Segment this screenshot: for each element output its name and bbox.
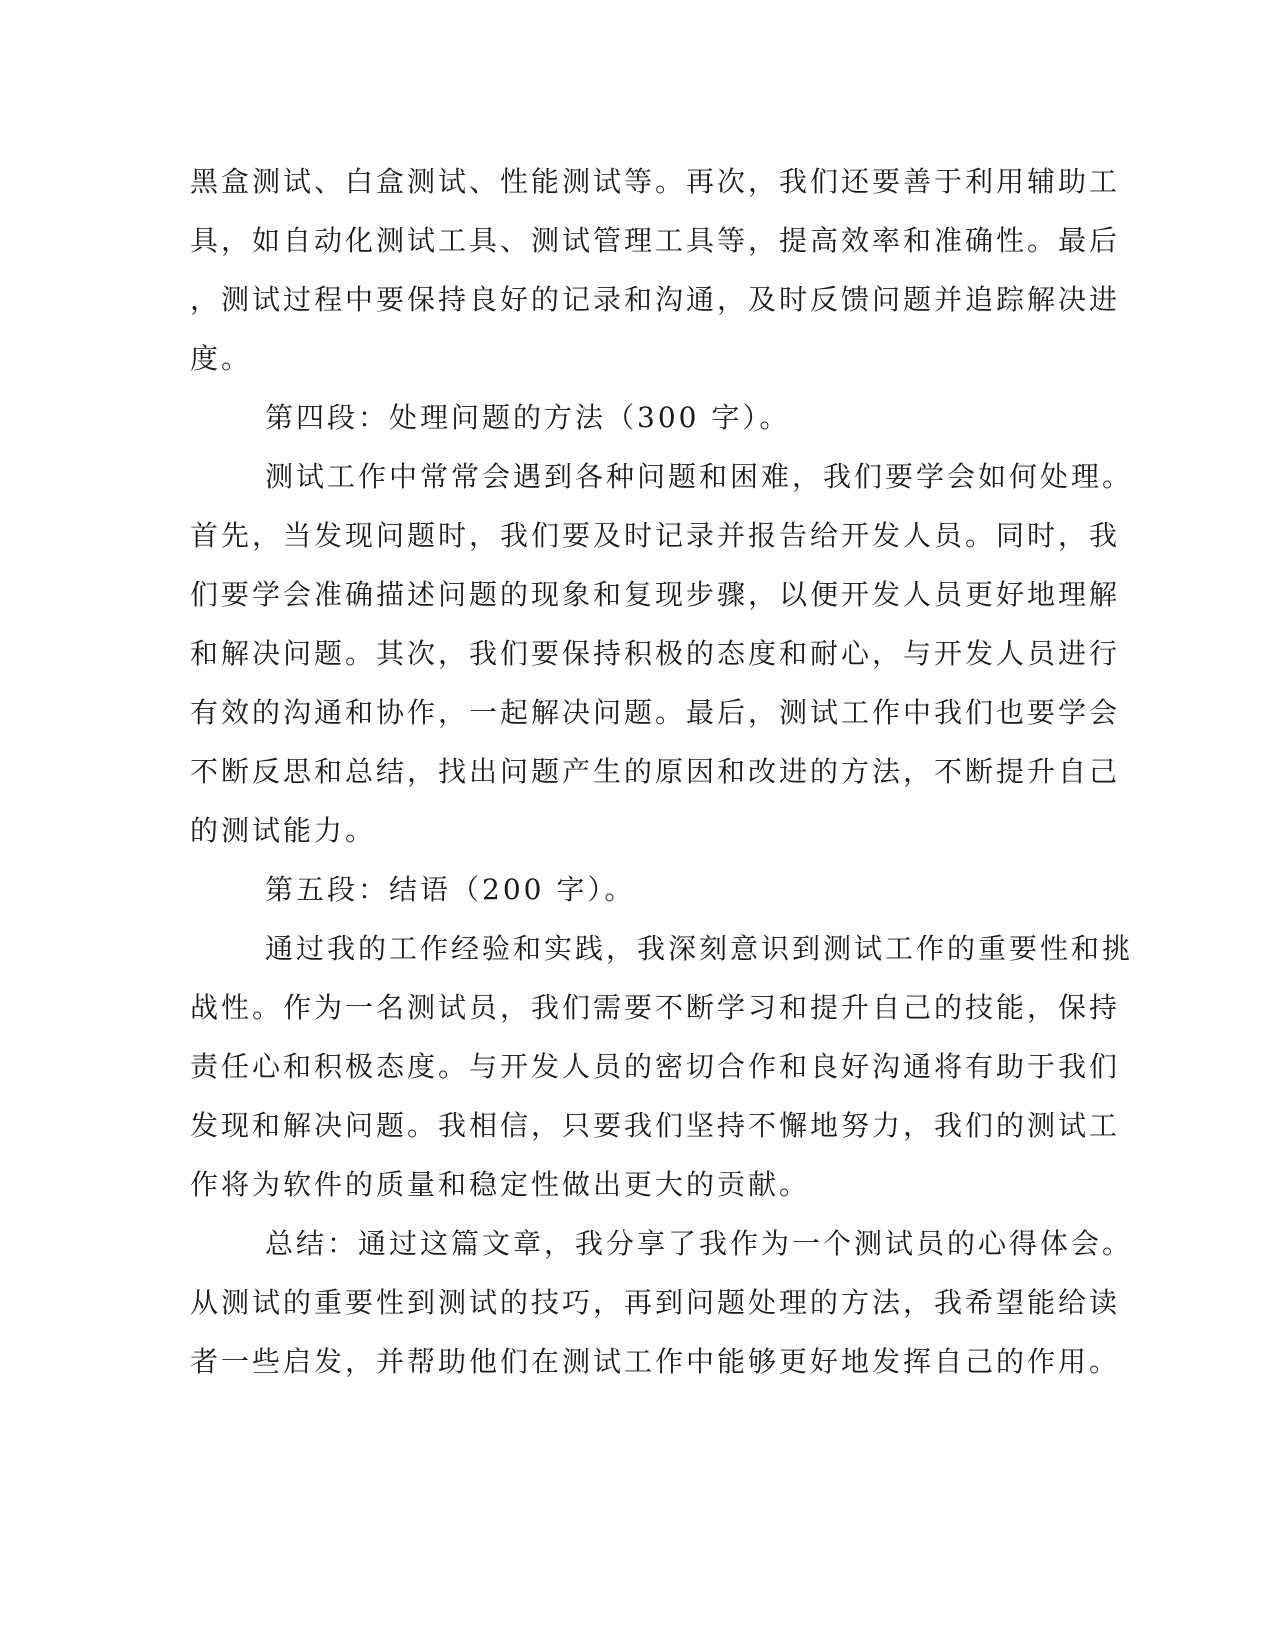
text-line: 有效的沟通和协作，一起解决问题。最后，测试工作中我们也要学会 <box>190 696 1121 729</box>
text-line: 作将为软件的质量和稳定性做出更大的贡献。 <box>190 1168 811 1201</box>
text-line: 的测试能力。 <box>190 814 377 847</box>
text-line: 们要学会准确描述问题的现象和复现步骤，以便开发人员更好地理解 <box>190 578 1121 611</box>
summary-line: 总结：通过这篇文章，我分享了我作为一个测试员的心得体会。 <box>265 1227 1134 1260</box>
text-line: 战性。作为一名测试员，我们需要不断学习和提升自己的技能，保持 <box>190 991 1121 1024</box>
text-line: 和解决问题。其次，我们要保持积极的态度和耐心，与开发人员进行 <box>190 637 1121 670</box>
text-line: 测试工作中常常会遇到各种问题和困难，我们要学会如何处理。 <box>265 460 1134 493</box>
text-line: 通过我的工作经验和实践，我深刻意识到测试工作的重要性和挑 <box>265 932 1134 965</box>
text-line: 黑盒测试、白盒测试、性能测试等。再次，我们还要善于利用辅助工 <box>190 165 1121 198</box>
text-line: ，测试过程中要保持良好的记录和沟通，及时反馈问题并追踪解决进 <box>190 283 1121 316</box>
text-line: 者一些启发，并帮助他们在测试工作中能够更好地发挥自己的作用。 <box>190 1345 1121 1378</box>
section-heading: 第四段：处理问题的方法（300 字）。 <box>265 401 791 434</box>
text-line: 具，如自动化测试工具、测试管理工具等，提高效率和准确性。最后 <box>190 224 1121 257</box>
text-line: 度。 <box>190 342 253 375</box>
text-line: 不断反思和总结，找出问题产生的原因和改进的方法，不断提升自己 <box>190 755 1121 788</box>
text-line: 发现和解决问题。我相信，只要我们坚持不懈地努力，我们的测试工 <box>190 1109 1121 1142</box>
text-line: 责任心和积极态度。与开发人员的密切合作和良好沟通将有助于我们 <box>190 1050 1121 1083</box>
section-heading: 第五段：结语（200 字）。 <box>265 873 636 906</box>
text-line: 首先，当发现问题时，我们要及时记录并报告给开发人员。同时，我 <box>190 519 1121 552</box>
text-line: 从测试的重要性到测试的技巧，再到问题处理的方法，我希望能给读 <box>190 1286 1121 1319</box>
